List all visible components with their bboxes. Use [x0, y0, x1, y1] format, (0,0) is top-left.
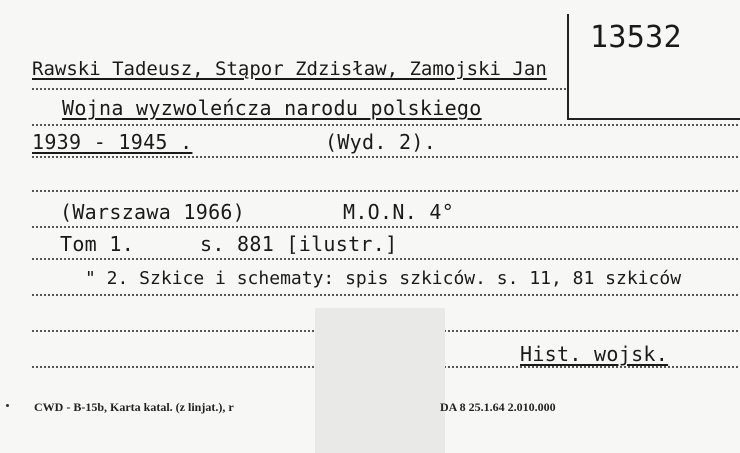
- blank-stamp-area: [315, 308, 445, 453]
- footer-print-right: DA 8 25.1.64 2.010.000: [440, 400, 556, 414]
- accession-box-vertical-rule: [567, 14, 569, 118]
- ruled-line: [32, 156, 740, 158]
- volume1-pages: s. 881 [ilustr.]: [200, 232, 398, 256]
- ruled-line: [32, 258, 740, 260]
- title-line: Wojna wyzwoleńcza narodu polskiego: [62, 96, 482, 120]
- edition-line: (Wyd. 2).: [325, 130, 437, 154]
- ruled-line: [32, 124, 740, 126]
- ruled-line: [32, 88, 567, 90]
- authors-line: Rawski Tadeusz, Stąpor Zdzisław, Zamojski Jan: [32, 58, 547, 80]
- place-year-line: (Warszawa 1966): [60, 200, 246, 224]
- ruled-line: [32, 190, 740, 192]
- publisher-format-line: M.O.N. 4°: [343, 200, 455, 224]
- ruled-line: [32, 294, 740, 296]
- accession-number: 13532: [590, 20, 682, 55]
- years-line: 1939 - 1945 .: [32, 130, 193, 154]
- volume1-label: Tom 1.: [60, 232, 135, 256]
- margin-dot: [6, 404, 9, 407]
- footer-print-left: CWD - B-15b, Karta katal. (z linjat.), r: [34, 400, 234, 414]
- accession-box-horizontal-rule: [567, 118, 740, 120]
- subject-line: Hist. wojsk.: [520, 342, 669, 366]
- volume2-line: " 2. Szkice i schematy: spis szkiców. s. 11, 81 szkiców: [85, 268, 682, 289]
- ruled-line: [32, 226, 740, 228]
